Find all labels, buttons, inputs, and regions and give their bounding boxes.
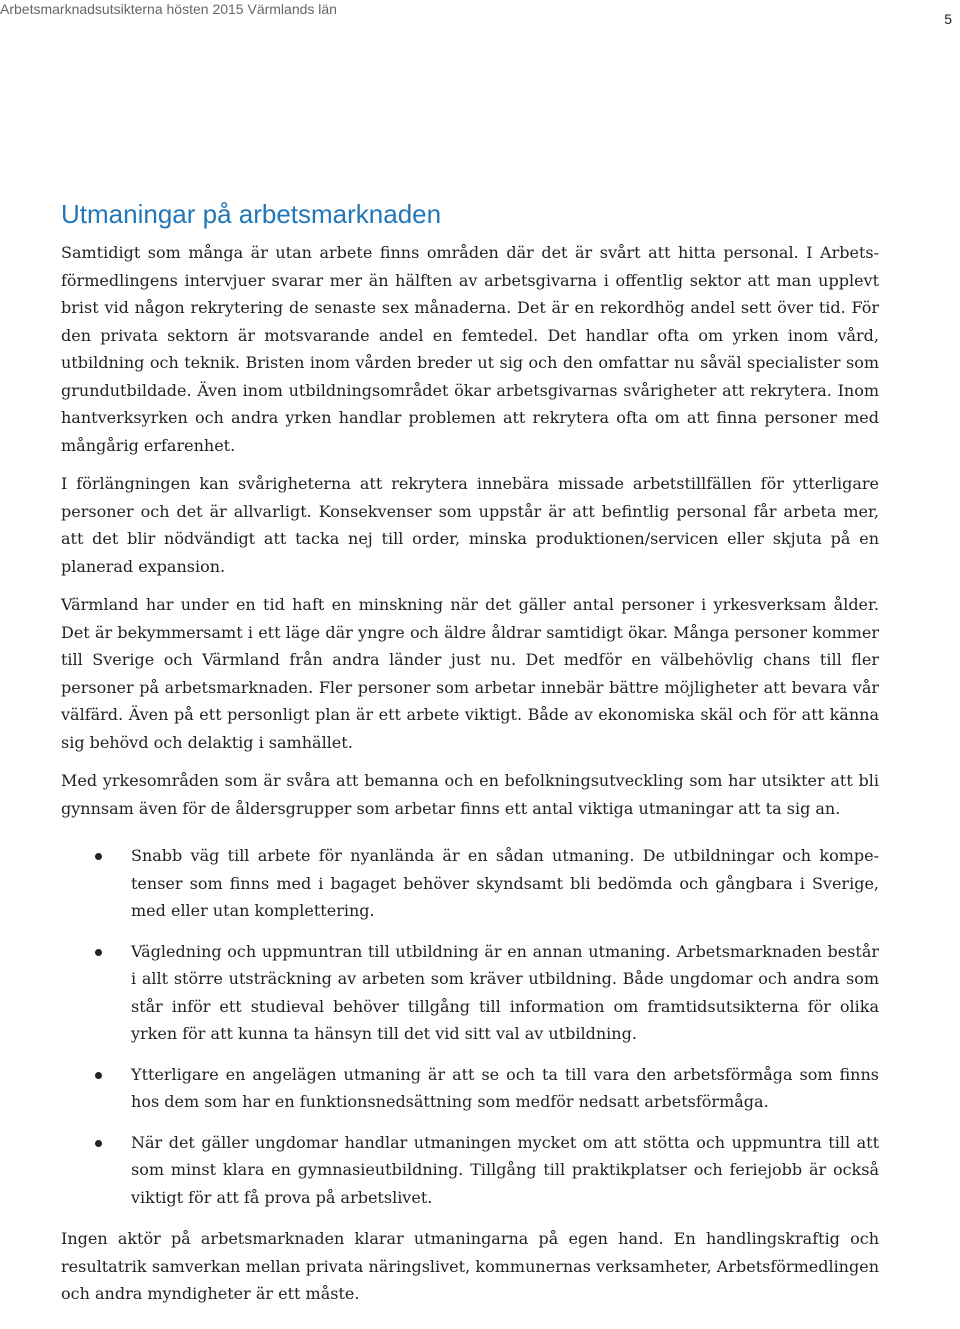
- list-item-text: När det gäller ungdomar handlar utmaningen mycket om att stötta och uppmuntra till att som minst klara en gymnasieutbildning. Tillgång till praktikplatser och feriejobb är också viktigt för att få prova på arbetslivet.: [131, 1132, 879, 1207]
- list-item: [61, 842, 879, 925]
- list-item-text: Vägledning och uppmuntran till utbildning är en annan utmaning. Arbetsmarknaden består i allt större utsträckning av arbeten som kräver utbildning. Både ungdomar och andra som står inför ett studieval behöver tillgång till information om framtidsutsikterna för olika yrken för att kunna ta hänsyn till det vid sitt val av utbildning.: [131, 941, 879, 1043]
- list-item-text: Ytterligare en angelägen utmaning är att se och ta till vara den arbetsförmåga som finns hos dem som har en funktionsnedsättning som medför nedsatt arbetsförmåga.: [131, 1064, 879, 1111]
- body-text: [61, 239, 879, 1308]
- paragraph-1: Samtidigt som många är utan arbete finns områden där det är svårt att hitta personal. I Arbetsförmedlingens intervjuer svarar mer än hälften av arbetsgivarna i offentlig sektor att man upplevt brist vid någon rekrytering de senaste sex månaderna. Det är en rekordhög andel sett över tid. För den privata sektorn är motsvarande andel en femtedel. Det handlar ofta om yrken inom vård, utbildning och teknik. Bristen inom vården breder ut sig och den omfattar nu såväl specialister som grundutbildade. Även inom utbildningsområdet ökar arbetsgivarnas svårigheter att rekrytera. Inom hantverksyrken och andra yrken handlar problemen att rekrytera ofta om att finna personer med mångårig erfarenhet.: [61, 243, 879, 455]
- paragraph-3: Värmland har under en tid haft en minskning när det gäller antal personer i yrkesverksam ålder. Det är bekymmersamt i ett läge där yngre och äldre åldrar samtidigt ökar. Många personer kommer till Sverige och Värmland från andra länder just nu. Det medför en välbehövlig chans till fler personer på arbetsmarknaden. Fler personer som arbetar innebär bättre möjligheter att bevara vår välfärd. Även på ett personligt plan är ett arbete viktigt. Både av ekonomiska skäl och för att känna sig behövd och delaktig i samhället.: [61, 595, 879, 752]
- section-heading: Utmaningar på arbetsmarknaden: [61, 199, 442, 229]
- page-number: 5: [944, 11, 952, 27]
- list-item: [61, 938, 879, 1048]
- paragraph-4: Med yrkesområden som är svåra att bemanna och en befolkningsutveckling som har utsikter att bli gynnsam även för de åldersgrupper som arbetar finns ett antal viktiga utmaningar att ta sig an.: [61, 771, 879, 818]
- bullet-icon: [95, 1140, 102, 1147]
- list-item: [61, 1129, 879, 1212]
- challenge-list: [61, 842, 879, 1211]
- closing-paragraph: Ingen aktör på arbetsmarknaden klarar utmaningarna på egen hand. En handlingskraftig och resultatrik samverkan mellan privata näringslivet, kommunernas verksamheter, Arbetsförmedlingen och andra myndigheter är ett måste.: [61, 1229, 879, 1303]
- bullet-icon: [95, 1072, 102, 1079]
- main-content: [61, 197, 879, 1319]
- running-header: Arbetsmarknadsutsikterna hösten 2015 Värmlands län: [0, 1, 337, 17]
- bullet-icon: [95, 853, 102, 860]
- bullet-icon: [95, 949, 102, 956]
- list-item-text: Snabb väg till arbete för nyanlända är en sådan utmaning. De utbildningar och kompetenser som finns med i bagaget behöver skyndsamt bli bedömda och gångbara i Sverige, med eller utan komplettering.: [131, 846, 879, 920]
- paragraph-2: I förlängningen kan svårigheterna att rekrytera innebära missade arbetstillfällen för ytterligare personer och det är allvarligt. Konsekvenser som uppstår är att befintlig personal får arbeta mer, att det blir nödvändigt att tacka nej till order, minska produktionen/servicen eller skjuta på en planerad expansion.: [61, 474, 879, 576]
- list-item: [61, 1061, 879, 1116]
